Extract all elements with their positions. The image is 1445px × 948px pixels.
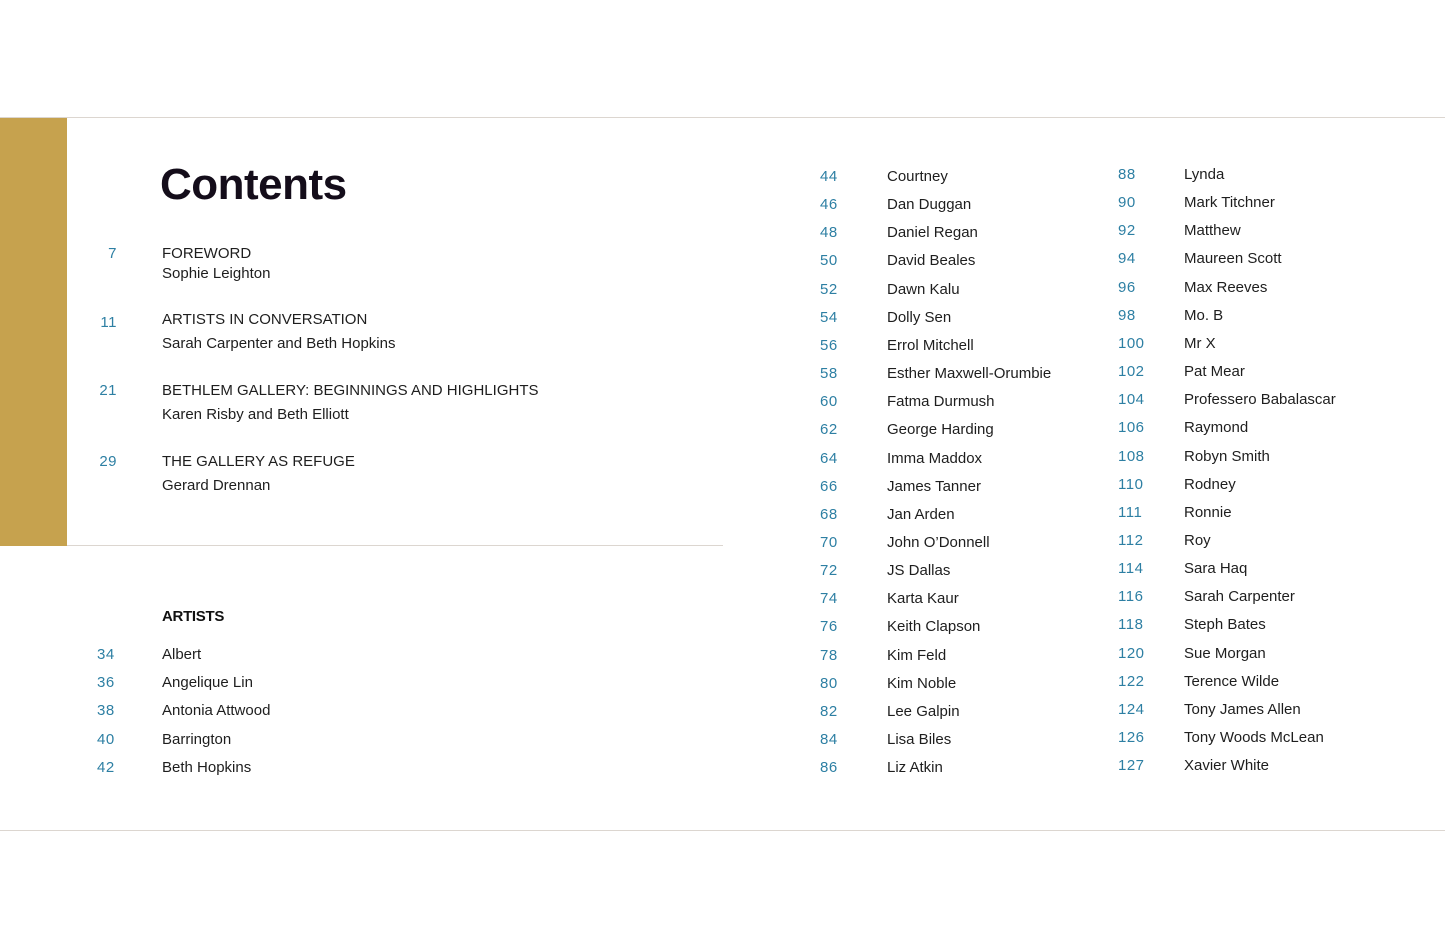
artist-page-number: 64 — [820, 449, 838, 467]
artist-name: Barrington — [162, 730, 232, 748]
artist-name: Dan Duggan — [887, 196, 972, 214]
artist-name: George Harding — [887, 421, 994, 439]
artist-name: Albert — [162, 646, 202, 663]
artist-page-number: 54 — [820, 308, 838, 326]
top-rule — [0, 117, 1445, 118]
artist-name: Tony James Allen — [1184, 700, 1301, 718]
essay-page-number: 11 — [100, 314, 117, 331]
artist-name: Matthew — [1184, 222, 1241, 240]
artist-name: Imma Maddox — [887, 449, 983, 467]
artist-name: Angelique Lin — [162, 674, 253, 692]
artist-name: Ronnie — [1184, 503, 1232, 521]
artist-page-number: 118 — [1118, 616, 1144, 634]
artist-name: Liz Atkin — [887, 759, 943, 777]
artist-name: Dolly Sen — [887, 308, 952, 326]
artist-page-number: 42 — [97, 758, 115, 776]
artist-page-number: 36 — [97, 674, 115, 692]
artist-name: Maureen Scott — [1184, 250, 1282, 268]
artist-name: Steph Bates — [1184, 616, 1266, 634]
artist-name: Max Reeves — [1184, 278, 1268, 296]
artist-name: Lee Galpin — [887, 702, 960, 720]
artist-name: Lisa Biles — [887, 731, 952, 748]
artist-page-number: 92 — [1118, 222, 1136, 240]
artist-page-number: 72 — [820, 562, 838, 580]
artist-name: Daniel Regan — [887, 224, 978, 242]
artist-page-number: 46 — [820, 196, 838, 214]
artist-page-number: 96 — [1118, 278, 1136, 296]
artist-name: John O’Donnell — [887, 533, 990, 551]
essay-page-number: 21 — [99, 382, 117, 399]
artist-page-number: 44 — [820, 168, 838, 185]
section-rule — [67, 545, 723, 546]
essay-page-number: 7 — [108, 245, 117, 262]
artist-page-number: 34 — [97, 646, 115, 663]
artist-page-number: 50 — [820, 252, 838, 270]
artist-page-number: 52 — [820, 280, 838, 298]
artist-page-number: 84 — [820, 731, 838, 748]
artist-name: Karta Kaur — [887, 590, 959, 608]
artist-page-number: 90 — [1118, 194, 1136, 212]
artist-name: Kim Noble — [887, 674, 957, 692]
page-title: Contents — [160, 160, 347, 209]
artist-name: Keith Clapson — [887, 618, 981, 636]
bottom-rule — [0, 830, 1445, 831]
essay-title: BETHLEM GALLERY: BEGINNINGS AND HIGHLIGHTS — [162, 382, 539, 399]
artist-page-number: 82 — [820, 702, 838, 720]
artist-name: Dawn Kalu — [887, 280, 960, 298]
artist-page-number: 94 — [1118, 250, 1136, 268]
artist-page-number: 76 — [820, 618, 838, 636]
artist-name: Mr X — [1184, 334, 1216, 352]
artist-page-number: 86 — [820, 759, 838, 777]
essay-author: Gerard Drennan — [162, 477, 271, 494]
artist-name: Robyn Smith — [1184, 447, 1270, 465]
artist-name: Tony Woods McLean — [1184, 729, 1324, 746]
artist-name: Xavier White — [1184, 757, 1270, 775]
artist-page-number: 127 — [1118, 757, 1145, 775]
essay-title: ARTISTS IN CONVERSATION — [162, 311, 368, 328]
artist-name: Mark Titchner — [1184, 194, 1275, 212]
artist-name: Fatma Durmush — [887, 393, 995, 411]
artist-name: David Beales — [887, 252, 976, 270]
artist-name: Professero Babalascar — [1184, 391, 1336, 409]
artist-page-number: 108 — [1118, 447, 1145, 465]
artist-page-number: 110 — [1118, 475, 1144, 493]
artist-name: Kim Feld — [887, 646, 947, 664]
artist-page-number: 120 — [1118, 644, 1145, 662]
essay-author: Karen Risby and Beth Elliott — [162, 406, 349, 423]
artist-page-number: 66 — [820, 477, 838, 495]
artist-name: Esther Maxwell-Orumbie — [887, 365, 1052, 383]
artist-name: Rodney — [1184, 475, 1236, 493]
essay-title: THE GALLERY AS REFUGE — [162, 453, 355, 470]
artist-name: Errol Mitchell — [887, 336, 974, 354]
artist-page-number: 88 — [1118, 166, 1136, 183]
artist-name: Beth Hopkins — [162, 758, 252, 776]
artist-page-number: 98 — [1118, 306, 1136, 324]
artist-page-number: 60 — [820, 393, 838, 411]
artist-name: Lynda — [1184, 166, 1225, 183]
artist-name: Sara Haq — [1184, 560, 1248, 578]
artist-page-number: 114 — [1118, 560, 1144, 578]
artist-page-number: 74 — [820, 590, 838, 608]
artist-name: JS Dallas — [887, 562, 951, 580]
artist-page-number: 78 — [820, 646, 838, 664]
artist-page-number: 62 — [820, 421, 838, 439]
artist-name: Jan Arden — [887, 505, 955, 523]
artist-page-number: 126 — [1118, 729, 1145, 746]
artist-name: Raymond — [1184, 419, 1249, 437]
artist-name: Mo. B — [1184, 306, 1224, 324]
artist-page-number: 70 — [820, 533, 838, 551]
artist-name: Courtney — [887, 168, 948, 185]
artist-page-number: 112 — [1118, 531, 1144, 549]
essay-author: Sarah Carpenter and Beth Hopkins — [162, 335, 396, 352]
artist-page-number: 124 — [1118, 700, 1145, 718]
artist-name: James Tanner — [887, 477, 981, 495]
artist-page-number: 38 — [97, 702, 115, 720]
artist-page-number: 80 — [820, 674, 838, 692]
artist-page-number: 102 — [1118, 363, 1145, 381]
artist-page-number: 106 — [1118, 419, 1145, 437]
artist-page-number: 104 — [1118, 391, 1145, 409]
artist-name: Antonia Attwood — [162, 702, 271, 720]
gold-accent-bar — [0, 118, 67, 546]
artist-page-number: 48 — [820, 224, 838, 242]
artist-page-number: 68 — [820, 505, 838, 523]
artist-name: Sue Morgan — [1184, 644, 1266, 662]
artist-page-number: 116 — [1118, 588, 1144, 606]
artist-page-number: 111 — [1118, 503, 1143, 521]
artists-heading: ARTISTS — [162, 608, 225, 625]
essay-author: Sophie Leighton — [162, 265, 271, 282]
essay-title: FOREWORD — [162, 245, 252, 262]
artist-page-number: 122 — [1118, 672, 1145, 690]
artist-name: Pat Mear — [1184, 363, 1245, 381]
artist-page-number: 40 — [97, 730, 115, 748]
artist-page-number: 100 — [1118, 334, 1145, 352]
artist-name: Terence Wilde — [1184, 672, 1280, 690]
artist-name: Sarah Carpenter — [1184, 588, 1295, 606]
artist-name: Roy — [1184, 531, 1211, 549]
artist-page-number: 56 — [820, 336, 838, 354]
essay-page-number: 29 — [99, 453, 117, 470]
artist-page-number: 58 — [820, 365, 838, 383]
